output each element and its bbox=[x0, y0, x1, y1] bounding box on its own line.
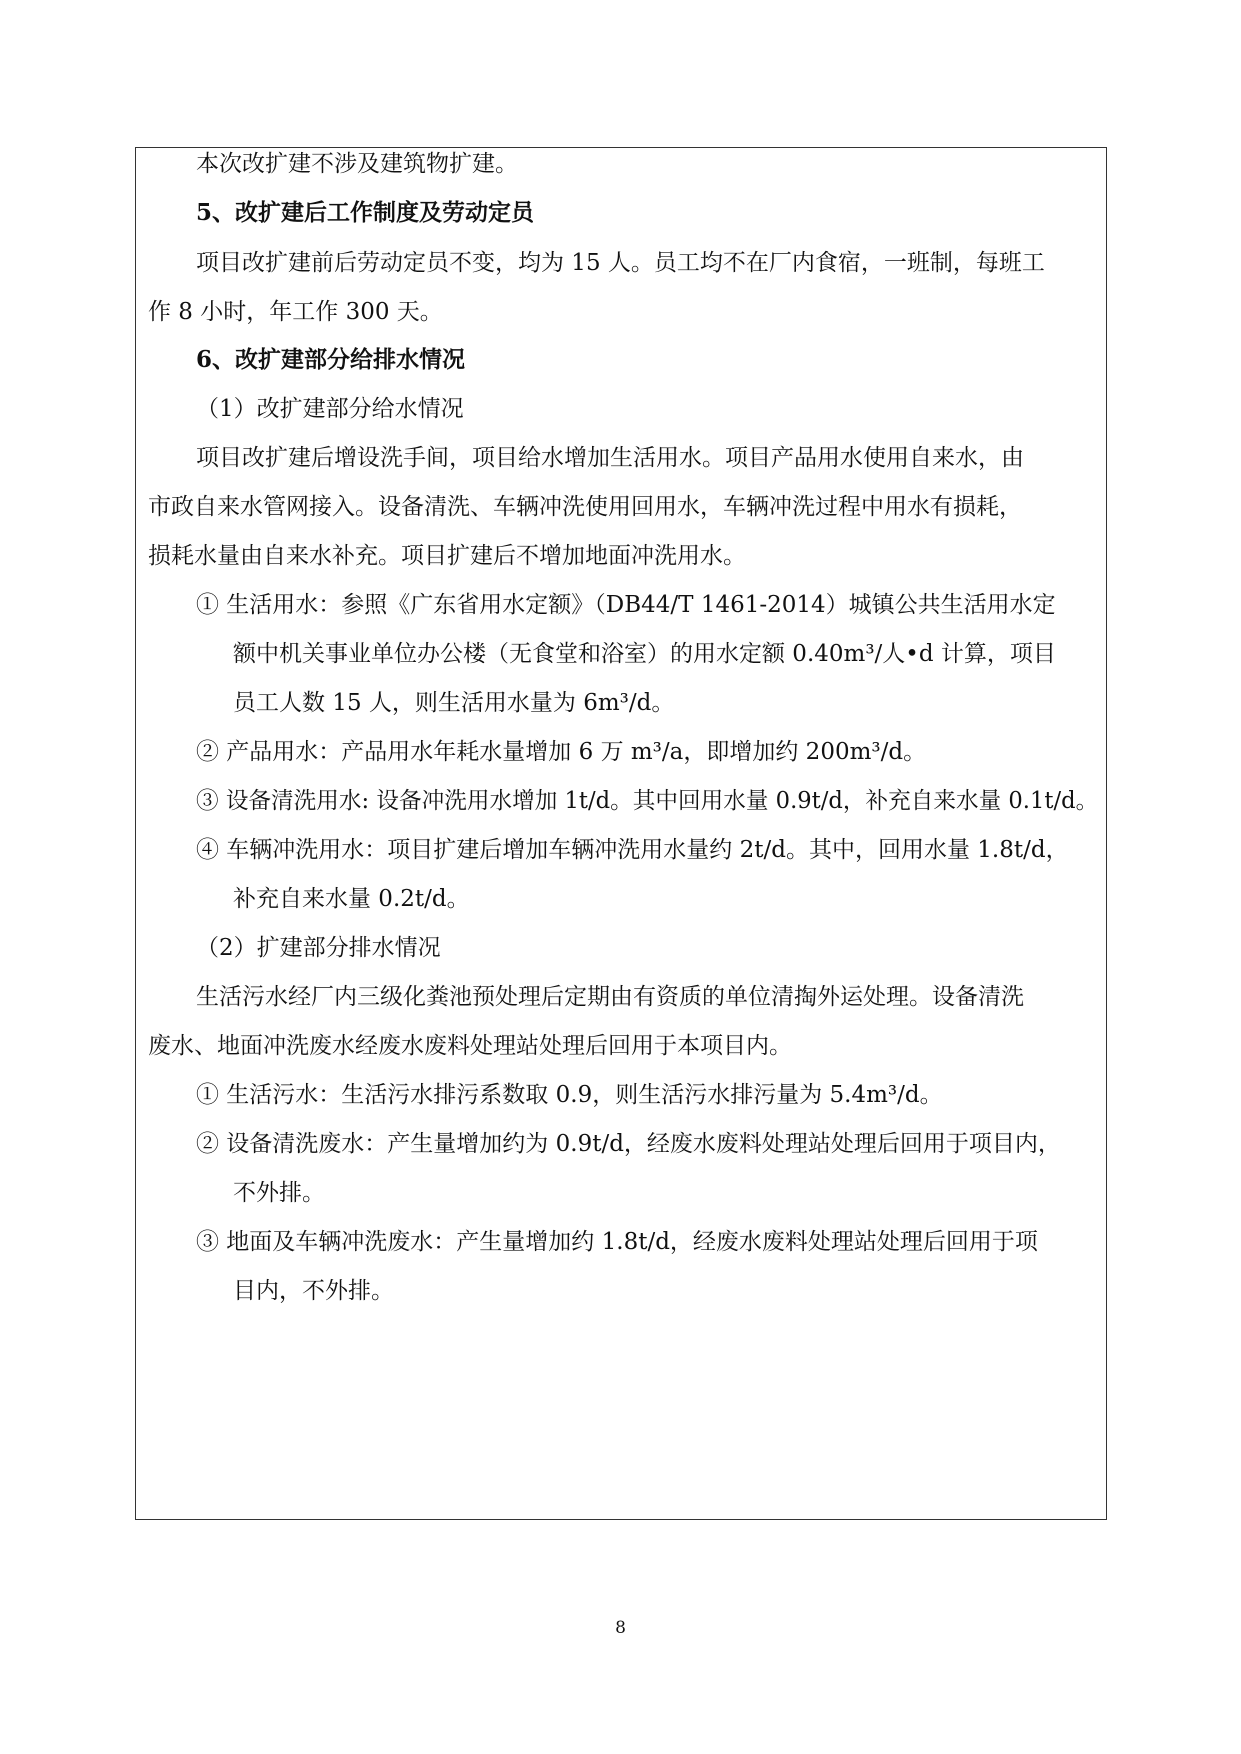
section-heading: 5、改扩建后工作制度及劳动定员 bbox=[196, 199, 535, 226]
section-heading: 6、改扩建部分给排水情况 bbox=[196, 346, 466, 373]
text-line: 市政自来水管网接入。设备清洗、车辆冲洗使用回用水，车辆冲洗过程中用水有损耗， bbox=[148, 494, 1022, 520]
list-item-continuation: 补充自来水量 0.2t/d。 bbox=[233, 886, 470, 912]
text-line: 废水、地面冲洗废水经废水废料处理站处理后回用于本项目内。 bbox=[148, 1033, 792, 1059]
list-item: ① 生活用水：参照《广东省用水定额》（DB44/T 1461-2014）城镇公共生活用水定 bbox=[196, 592, 1056, 618]
text-line: 本次改扩建不涉及建筑物扩建。 bbox=[196, 151, 518, 177]
list-item-continuation: 员工人数 15 人，则生活用水量为 6m³/d。 bbox=[233, 690, 675, 716]
list-item-continuation: 目内，不外排。 bbox=[233, 1278, 394, 1304]
text-line: 生活污水经厂内三级化粪池预处理后定期由有资质的单位清掏外运处理。设备清洗 bbox=[196, 984, 1024, 1010]
text-line: 项目改扩建前后劳动定员不变，均为 15 人。员工均不在厂内食宿，一班制，每班工 bbox=[196, 250, 1045, 276]
text-line: 损耗水量由自来水补充。项目扩建后不增加地面冲洗用水。 bbox=[148, 543, 746, 569]
list-item: ③ 设备清洗用水: 设备冲洗用水增加 1t/d。其中回用水量 0.9t/d，补充自来水量 0.1t/d。 bbox=[196, 788, 1099, 814]
list-item: ② 设备清洗废水：产生量增加约为 0.9t/d，经废水废料处理站处理后回用于项目内， bbox=[196, 1131, 1061, 1157]
text-line: 作 8 小时，年工作 300 天。 bbox=[148, 299, 443, 325]
list-item: ① 生活污水：生活污水排污系数取 0.9，则生活污水排污量为 5.4m³/d。 bbox=[196, 1082, 943, 1108]
list-item: ③ 地面及车辆冲洗废水：产生量增加约 1.8t/d，经废水废料处理站处理后回用于项 bbox=[196, 1229, 1038, 1255]
subsection-heading: （2）扩建部分排水情况 bbox=[196, 935, 441, 961]
list-item: ④ 车辆冲洗用水：项目扩建后增加车辆冲洗用水量约 2t/d。其中，回用水量 1.8t/d， bbox=[196, 837, 1069, 863]
list-item-continuation: 不外排。 bbox=[233, 1180, 325, 1206]
list-item: ② 产品用水：产品用水年耗水量增加 6 万 m³/a，即增加约 200m³/d。 bbox=[196, 739, 927, 765]
list-item-continuation: 额中机关事业单位办公楼（无食堂和浴室）的用水定额 0.40m³/人•d 计算，项目 bbox=[233, 641, 1056, 667]
subsection-heading: （1）改扩建部分给水情况 bbox=[196, 396, 464, 422]
page-number: 8 bbox=[615, 1618, 626, 1638]
text-line: 项目改扩建后增设洗手间，项目给水增加生活用水。项目产品用水使用自来水，由 bbox=[196, 445, 1024, 471]
